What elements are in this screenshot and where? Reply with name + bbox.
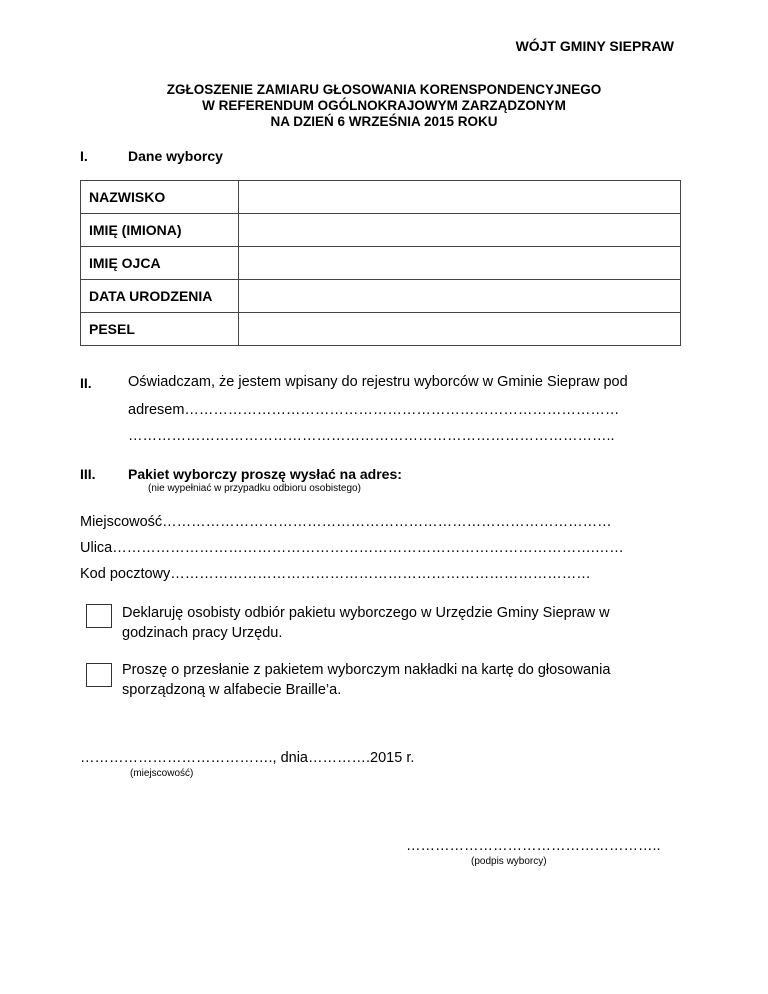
mailing-city-field[interactable]: Miejscowość………………………………………………………………………………… — [80, 514, 612, 530]
section-3-title: Pakiet wyborczy proszę wysłać na adres: — [128, 466, 402, 482]
field-input-birth-date[interactable] — [239, 280, 681, 313]
authority-header: WÓJT GMINY SIEPRAW — [515, 38, 674, 54]
field-label-pesel: PESEL — [81, 313, 239, 346]
personal-pickup-label-line-2: godzinach pracy Urzędu. — [122, 625, 283, 641]
table-row — [81, 280, 681, 313]
voter-data-table — [80, 180, 681, 346]
place-date-field[interactable]: …………………………………., dnia………….2015 r. — [80, 750, 415, 766]
field-label-father-name: IMIĘ OJCA — [81, 247, 239, 280]
section-3-number: III. — [80, 466, 96, 482]
field-input-first-names[interactable] — [239, 214, 681, 247]
braille-overlay-checkbox[interactable] — [86, 663, 112, 687]
personal-pickup-label-line-1: Deklaruję osobisty odbiór pakietu wyborczego w Urzędzie Gminy Siepraw w — [122, 605, 610, 621]
field-input-pesel[interactable] — [239, 313, 681, 346]
braille-overlay-label-line-1: Proszę o przesłanie z pakietem wyborczym nakładki na kartę do głosowania — [122, 662, 611, 678]
section-3-note: (nie wypełniać w przypadku odbioru osobistego) — [148, 483, 361, 494]
form-title-line-1: ZGŁOSZENIE ZAMIARU GŁOSOWANIA KORENSPONDENCYJNEGO — [166, 82, 602, 97]
signature-line[interactable]: …………………………………………….. — [406, 838, 661, 854]
personal-pickup-checkbox[interactable] — [86, 604, 112, 628]
table-row — [81, 313, 681, 346]
field-label-surname: NAZWISKO — [81, 181, 239, 214]
field-label-first-names: IMIĘ (IMIONA) — [81, 214, 239, 247]
registered-address-line-1[interactable]: adresem……………………………………………………………………………… — [128, 402, 620, 418]
field-label-birth-date: DATA URODZENIA — [81, 280, 239, 313]
mailing-street-field[interactable]: Ulica……………………………………………………………………………………….…… — [80, 540, 624, 556]
form-title-line-3: NA DZIEŃ 6 WRZEŚNIA 2015 ROKU — [270, 114, 498, 129]
section-2-number: II. — [80, 375, 92, 391]
registered-address-line-2[interactable]: ……………………………………………………………………………………….. — [128, 428, 615, 444]
braille-overlay-label-line-2: sporządzoną w alfabecie Braille’a. — [122, 682, 342, 698]
field-input-father-name[interactable] — [239, 247, 681, 280]
section-1-title: Dane wyborcy — [128, 148, 223, 164]
section-2-statement: Oświadczam, że jestem wpisany do rejestru wyborców w Gminie Siepraw pod — [128, 374, 628, 390]
table-row — [81, 181, 681, 214]
table-row — [81, 247, 681, 280]
form-title-line-2: W REFERENDUM OGÓLNOKRAJOWYM ZARZĄDZONYM — [202, 98, 566, 113]
section-1-number: I. — [80, 148, 88, 164]
signature-caption: (podpis wyborcy) — [471, 856, 547, 867]
mailing-postal-code-field[interactable]: Kod pocztowy…………………………………………………………………………… — [80, 566, 591, 582]
table-row — [81, 214, 681, 247]
place-caption: (miejscowość) — [130, 768, 194, 779]
field-input-surname[interactable] — [239, 181, 681, 214]
